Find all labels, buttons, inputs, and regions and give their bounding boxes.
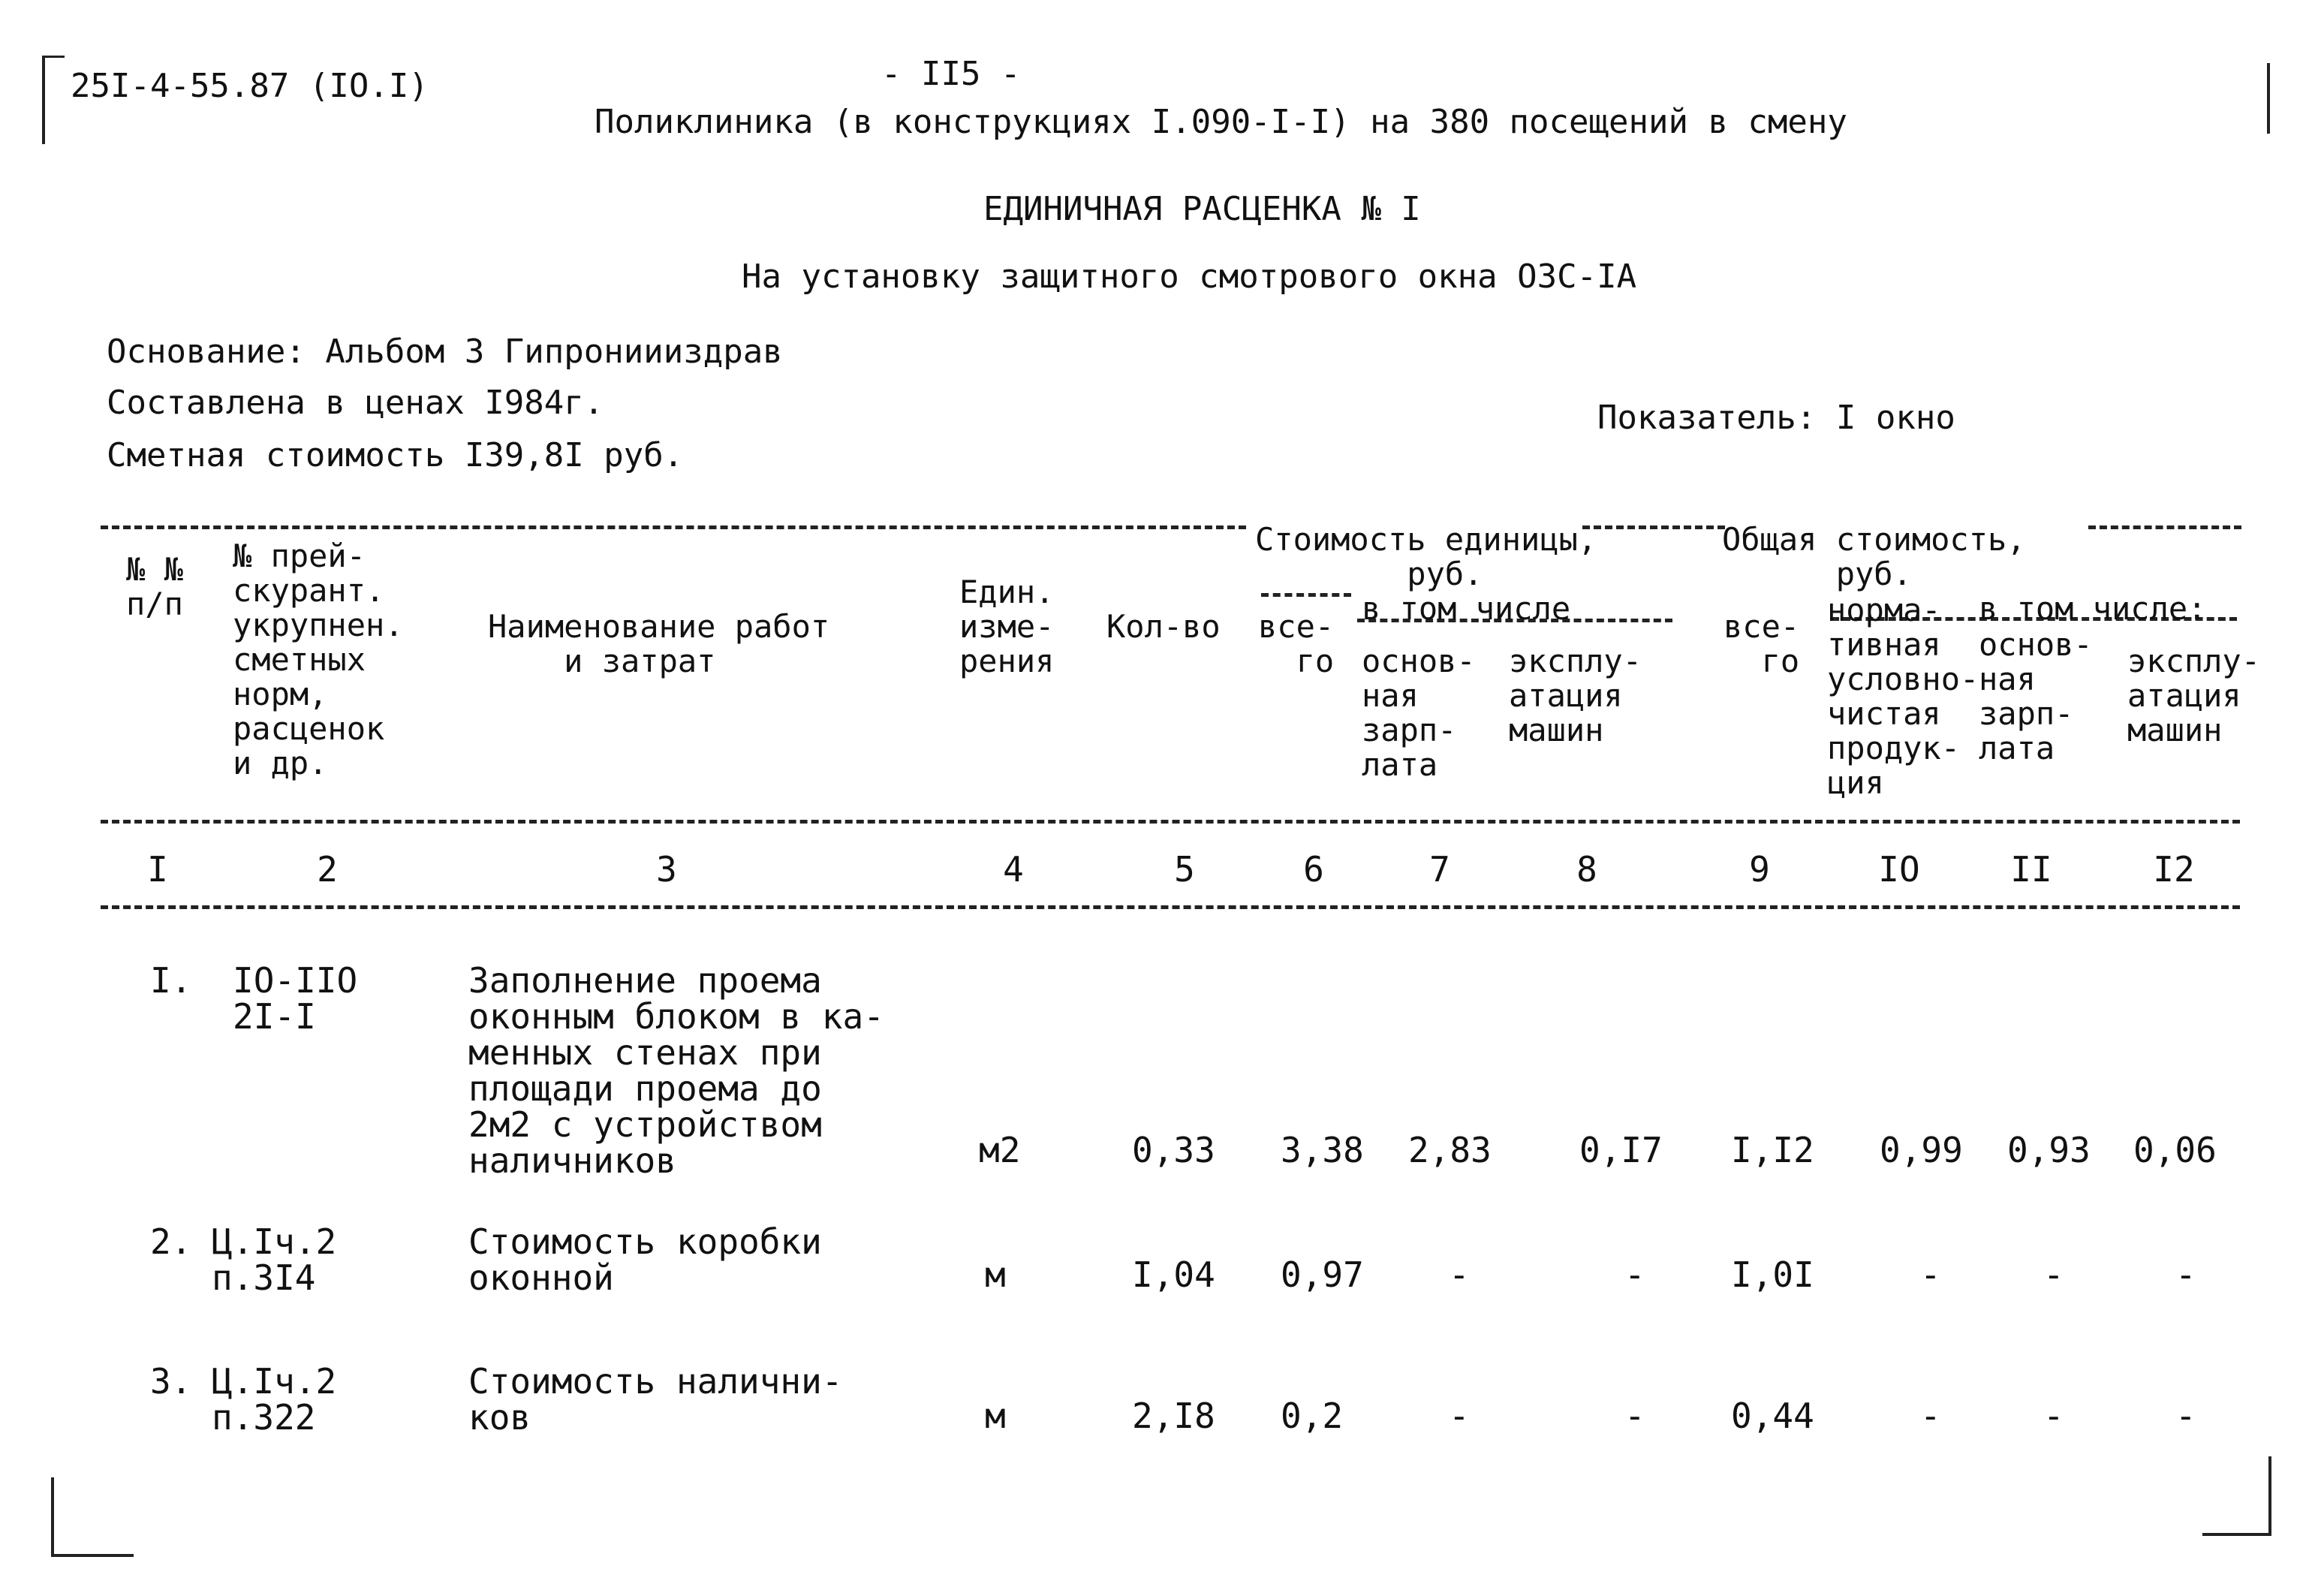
price-level-text: Составлена в ценах I984г. bbox=[107, 384, 604, 422]
row-unit-total: 0,2 bbox=[1281, 1396, 1344, 1436]
top-border-left bbox=[42, 56, 65, 58]
row-price-ref: Ц.Iч.2 п.3I4 bbox=[212, 1221, 337, 1298]
bottom-border-right bbox=[2202, 1533, 2271, 1536]
row-total-wage: 0,93 bbox=[2007, 1130, 2091, 1170]
row-price-ref: Ц.Iч.2 п.322 bbox=[212, 1361, 337, 1438]
column-number: 2 bbox=[317, 849, 338, 890]
column-number: 6 bbox=[1303, 849, 1324, 890]
bottom-border-left bbox=[51, 1554, 134, 1557]
row-total-wage: - bbox=[2043, 1254, 2064, 1295]
rate-heading: ЕДИНИЧНАЯ РАСЦЕНКА № I bbox=[983, 190, 1421, 228]
project-title: Поликлиника (в конструкциях I.090-I-I) на 380 посещений в смену bbox=[595, 103, 1847, 141]
header-unit: Един. изме- рения bbox=[959, 574, 1055, 679]
row-unit: м bbox=[985, 1396, 1006, 1436]
row-total-machines: - bbox=[2175, 1254, 2196, 1295]
column-number: 7 bbox=[1429, 849, 1450, 890]
document-code: 25I-4-55.87 (IO.I) bbox=[71, 67, 429, 105]
header-total-norm-product: норма- тивная условно- чистая продук- ция bbox=[1827, 592, 1979, 801]
header-quantity: Кол-во bbox=[1106, 608, 1221, 645]
column-number: I bbox=[147, 849, 168, 890]
header-total: все- го bbox=[1723, 608, 1800, 679]
row-total-machines: 0,06 bbox=[2133, 1130, 2217, 1170]
row-total: I,0I bbox=[1731, 1254, 1814, 1295]
right-border-top bbox=[2267, 63, 2270, 134]
row-number: I. bbox=[150, 960, 192, 1001]
table-top-rule-right bbox=[2088, 525, 2241, 529]
row-total-norm-product: 0,99 bbox=[1880, 1130, 1963, 1170]
column-number: 4 bbox=[1003, 849, 1024, 890]
row-unit-machines: 0,I7 bbox=[1579, 1130, 1663, 1170]
row-quantity: I,04 bbox=[1132, 1254, 1215, 1295]
right-border-bottom bbox=[2268, 1456, 2271, 1536]
row-work-name: Стоимость коробки оконной bbox=[468, 1221, 822, 1298]
row-number: 3. bbox=[150, 1361, 192, 1402]
header-total-wage: основ- ная зарп- лата bbox=[1979, 626, 2093, 766]
header-unit-wage: основ- ная зарп- лата bbox=[1362, 643, 1476, 783]
column-number: II bbox=[2010, 849, 2052, 890]
header-unit-machines: эксплу- атация машин bbox=[1509, 643, 1642, 748]
row-total-wage: - bbox=[2043, 1396, 2064, 1436]
row-work-name: Заполнение проема оконным блоком в ка- менных стенах при площади проема до 2м2 с устройством наличников bbox=[468, 960, 884, 1181]
header-row-number: № № п/п bbox=[126, 551, 183, 622]
row-unit-wage: - bbox=[1449, 1396, 1470, 1436]
row-total: 0,44 bbox=[1731, 1396, 1814, 1436]
header-total-machines: эксплу- атация машин bbox=[2127, 643, 2261, 748]
header-unit-cost-including: в том числе bbox=[1362, 590, 1571, 627]
unit-cost-sub-rule bbox=[1261, 593, 1351, 597]
row-unit-total: 3,38 bbox=[1281, 1130, 1364, 1170]
table-top-rule-mid bbox=[1582, 525, 1725, 529]
basis-text: Основание: Альбом 3 Гипрониииздрав bbox=[107, 333, 783, 371]
header-unit-total: все- го bbox=[1258, 608, 1335, 679]
column-number: 9 bbox=[1749, 849, 1770, 890]
row-unit-wage: 2,83 bbox=[1408, 1130, 1492, 1170]
row-unit-machines: - bbox=[1624, 1254, 1645, 1295]
header-work-name: Наименование работ и затрат bbox=[488, 608, 830, 679]
header-price-list-ref: № прей- скурант. укрупнен. сметных норм, расценок и др. bbox=[233, 538, 404, 781]
header-bottom-rule bbox=[101, 820, 2240, 824]
column-number: 3 bbox=[656, 849, 677, 890]
indicator-text: Показатель: I окно bbox=[1597, 399, 1955, 437]
left-border-top bbox=[42, 56, 45, 144]
row-unit-total: 0,97 bbox=[1281, 1254, 1364, 1295]
row-price-ref: IO-IIO 2I-I bbox=[233, 960, 358, 1037]
estimated-cost-text: Сметная стоимость I39,8I руб. bbox=[107, 436, 684, 474]
row-unit: м2 bbox=[979, 1130, 1021, 1170]
header-total-cost-including: в том числе: bbox=[1979, 590, 2207, 627]
column-number: I2 bbox=[2153, 849, 2195, 890]
row-total-norm-product: - bbox=[1920, 1254, 1941, 1295]
row-unit: м bbox=[985, 1254, 1006, 1295]
row-quantity: 2,I8 bbox=[1132, 1396, 1215, 1436]
column-number: 8 bbox=[1576, 849, 1597, 890]
header-unit-cost-group: Стоимость единицы, руб. bbox=[1255, 521, 1597, 592]
numbers-bottom-rule bbox=[101, 905, 2240, 909]
page-number: - II5 - bbox=[881, 55, 1021, 93]
row-total: I,I2 bbox=[1731, 1130, 1814, 1170]
row-total-machines: - bbox=[2175, 1396, 2196, 1436]
row-quantity: 0,33 bbox=[1132, 1130, 1215, 1170]
rate-subtitle: На установку защитного смотрового окна ОЗС-IA bbox=[742, 257, 1637, 296]
column-number: 5 bbox=[1174, 849, 1195, 890]
row-work-name: Стоимость налични- ков bbox=[468, 1361, 843, 1438]
header-total-cost-group: Общая стоимость, руб. bbox=[1722, 521, 2026, 592]
column-number: IO bbox=[1878, 849, 1920, 890]
left-border-bottom bbox=[51, 1477, 54, 1557]
row-unit-wage: - bbox=[1449, 1254, 1470, 1295]
table-top-rule-left bbox=[101, 525, 1246, 529]
row-number: 2. bbox=[150, 1221, 192, 1262]
row-total-norm-product: - bbox=[1920, 1396, 1941, 1436]
row-unit-machines: - bbox=[1624, 1396, 1645, 1436]
